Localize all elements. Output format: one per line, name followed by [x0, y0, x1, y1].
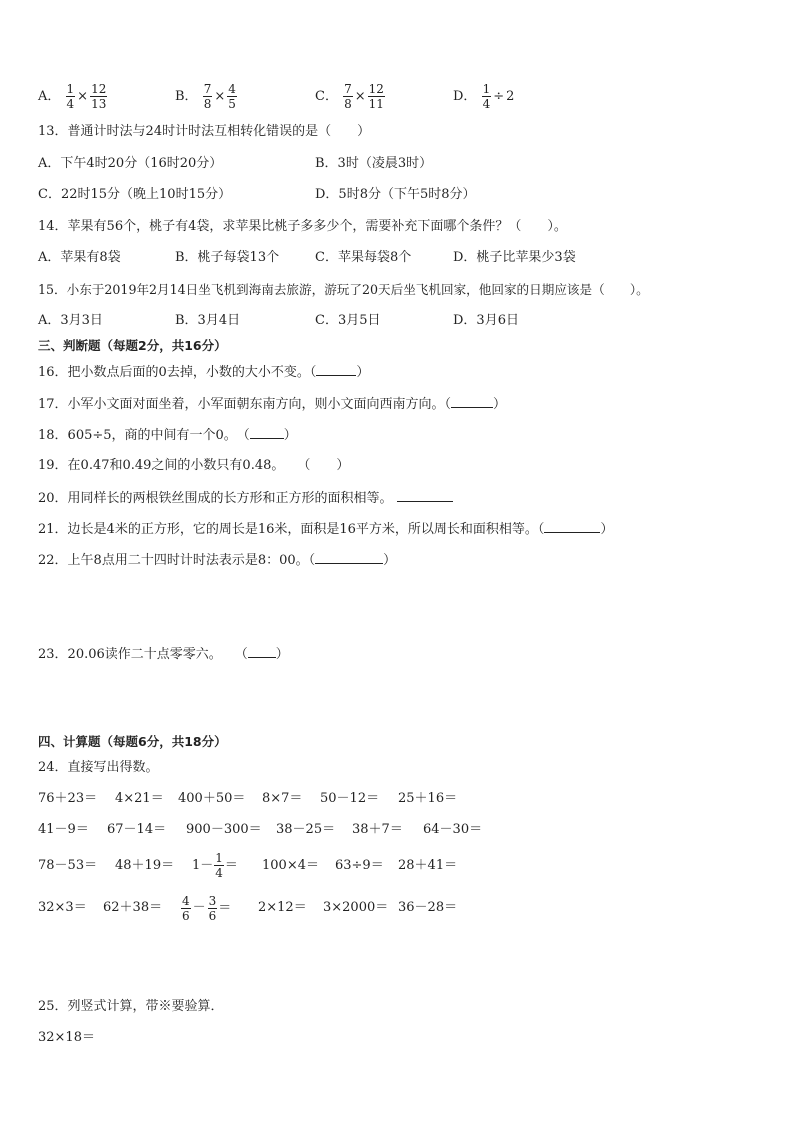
denominator: 4	[66, 97, 75, 111]
calc-item: 100×4＝	[262, 858, 319, 873]
fraction	[368, 82, 385, 111]
answer-blank[interactable]	[315, 551, 383, 564]
q14-option-b: B．桃子每袋13个	[175, 250, 280, 265]
section-title-judgement: 三、判断题（每题2分，共16分）	[38, 338, 227, 353]
q13-option-c: C．22时15分（晚上10时15分）	[38, 187, 232, 202]
fraction	[203, 82, 213, 111]
q13-option-d: D．5时8分（下午5时8分）	[315, 187, 476, 202]
question-text: 19．在0.47和0.49之间的小数只有0.48。 （ ）	[38, 458, 350, 473]
calc-item: 38－25＝	[276, 822, 336, 837]
calc-item: 76＋23＝	[38, 791, 98, 806]
question-text: 20．用同样长的两根铁丝围成的长方形和正方形的面积相等。	[38, 491, 393, 506]
calc-item: 62＋38＝	[103, 900, 163, 915]
calc-item: 50－12＝	[320, 791, 380, 806]
q25-stem: 25．列竖式计算，带※要验算．	[38, 999, 224, 1014]
denominator: 4	[215, 866, 223, 880]
fraction	[343, 82, 353, 111]
operator: －	[192, 900, 206, 915]
calc-item-fraction	[192, 848, 238, 884]
numerator: 1	[66, 82, 75, 96]
section-title-calculation: 四、计算题（每题6分，共18分）	[38, 734, 227, 749]
denominator: 5	[228, 97, 236, 111]
question-21	[38, 520, 613, 539]
denominator: 6	[208, 908, 217, 923]
calc-item: 41－9＝	[38, 822, 89, 837]
numerator: 3	[208, 893, 217, 908]
q12-option-c	[315, 82, 386, 111]
question-22	[38, 551, 396, 570]
fraction	[181, 894, 191, 923]
calc-item: 67－14＝	[107, 822, 167, 837]
numerator: 4	[228, 82, 236, 96]
denominator: 11	[368, 97, 384, 111]
question-text: 16．把小数点后面的0去掉，小数的大小不变。（	[38, 365, 317, 380]
fraction	[482, 82, 492, 111]
denominator: 8	[203, 97, 212, 111]
question-text: 23．20.06读作二十点零零六。 （	[38, 647, 248, 662]
denominator: 4	[482, 97, 491, 111]
q13-option-b: B．3时（凌晨3时）	[315, 156, 433, 171]
calc-item: 2×12＝	[258, 900, 307, 915]
calc-item: 28＋41＝	[398, 858, 458, 873]
question-text: 22．上午8点用二十四时计时法表示是8：00。（	[38, 553, 316, 568]
calc-item: 63÷9＝	[335, 858, 384, 873]
fraction	[90, 82, 107, 111]
paren-close: ）	[275, 647, 289, 662]
q15-option-c: C．3月5日	[315, 313, 381, 328]
equals: ＝	[224, 858, 238, 873]
numerator: 12	[91, 82, 107, 96]
denominator: 13	[91, 97, 107, 111]
q12-option-b	[175, 82, 238, 111]
answer-blank[interactable]	[451, 395, 493, 408]
equals: ＝	[218, 900, 232, 916]
question-18	[38, 426, 297, 445]
numerator: 7	[344, 82, 352, 96]
paren-close: ）	[283, 428, 297, 443]
answer-blank[interactable]	[250, 426, 284, 439]
answer-blank[interactable]	[316, 363, 356, 376]
q14-option-d: D．桃子比苹果少3袋	[453, 250, 576, 265]
answer-blank[interactable]	[248, 645, 276, 658]
option-letter: C．	[315, 89, 338, 104]
calc-item: 32×3＝	[38, 900, 87, 915]
question-text: 17．小军小文面对面坐着，小军面朝东南方向，则小文面向西南方向。（	[38, 397, 452, 412]
answer-blank[interactable]	[544, 520, 600, 533]
paren-close: ）	[356, 365, 370, 380]
operand: 1－	[192, 858, 214, 873]
q12-option-d	[453, 82, 515, 111]
fraction	[214, 851, 224, 880]
paren-close: ）	[383, 553, 397, 568]
q15-option-a: A．3月3日	[38, 313, 103, 328]
q14-option-c: C．苹果每袋8个	[315, 250, 412, 265]
calc-item: 400＋50＝	[178, 791, 246, 806]
fraction	[227, 82, 237, 111]
numerator: 7	[203, 82, 212, 96]
q13-option-a: A．下午4时20分（16时20分）	[38, 156, 223, 171]
numerator: 4	[182, 893, 190, 908]
q13-stem: 13．普通计时法与24时计时法互相转化错误的是（ ）	[38, 124, 371, 139]
answer-blank[interactable]	[397, 489, 453, 502]
denominator: 8	[344, 97, 352, 111]
calc-item: 38＋7＝	[352, 822, 403, 837]
operator: ×	[354, 88, 366, 104]
fraction	[66, 82, 76, 111]
question-text: 21．边长是4米的正方形，它的周长是16米，面积是16平方米，所以周长和面积相等。（	[38, 522, 545, 537]
question-17	[38, 395, 506, 414]
operator: ÷	[493, 88, 505, 104]
calc-item: 3×2000＝	[323, 900, 389, 915]
question-20	[38, 489, 453, 508]
fraction	[208, 894, 218, 923]
calc-item: 4×21＝	[115, 791, 164, 806]
q14-option-a: A．苹果有8袋	[38, 250, 121, 265]
option-letter: A．	[38, 89, 61, 104]
q15-option-b: B．3月4日	[175, 313, 241, 328]
question-19	[38, 457, 349, 475]
calc-item: 64－30＝	[423, 822, 483, 837]
question-23	[38, 645, 289, 664]
calc-item: 900－300＝	[186, 822, 262, 837]
q15-stem: 15．小东于2019年2月14日坐飞机到海南去旅游，游玩了20天后坐飞机回家，他回家的日期应该是（ ）。	[38, 282, 649, 297]
calc-item: 36－28＝	[398, 900, 458, 915]
q14-stem: 14．苹果有56个，桃子有4袋，求苹果比桃子多多少个，需要补充下面哪个条件？（ ）。	[38, 219, 567, 234]
operator: ×	[214, 88, 226, 104]
calc-item: 78－53＝	[38, 858, 98, 873]
option-letter: B．	[175, 89, 198, 104]
q24-stem: 24．直接写出得数。	[38, 760, 159, 775]
option-letter: D．	[453, 89, 477, 104]
question-text: 18．605÷5，商的中间有一个0。 （	[38, 428, 250, 443]
paren-close: ）	[600, 522, 614, 537]
calc-item: 8×7＝	[262, 791, 303, 806]
denominator: 6	[182, 908, 190, 923]
q12-option-a	[38, 82, 108, 111]
paren-close: ）	[493, 397, 507, 412]
calc-item: 48＋19＝	[115, 858, 175, 873]
numerator: 1	[482, 82, 491, 96]
operand: 2	[506, 88, 515, 104]
operator: ×	[77, 88, 89, 104]
calc-item: 25＋16＝	[398, 791, 458, 806]
numerator: 1	[215, 851, 223, 865]
numerator: 12	[368, 82, 384, 96]
question-16	[38, 363, 369, 382]
calc-item-fraction	[180, 890, 231, 927]
q25-item: 32×18＝	[38, 1030, 95, 1045]
q15-option-d: D．3月6日	[453, 313, 519, 328]
